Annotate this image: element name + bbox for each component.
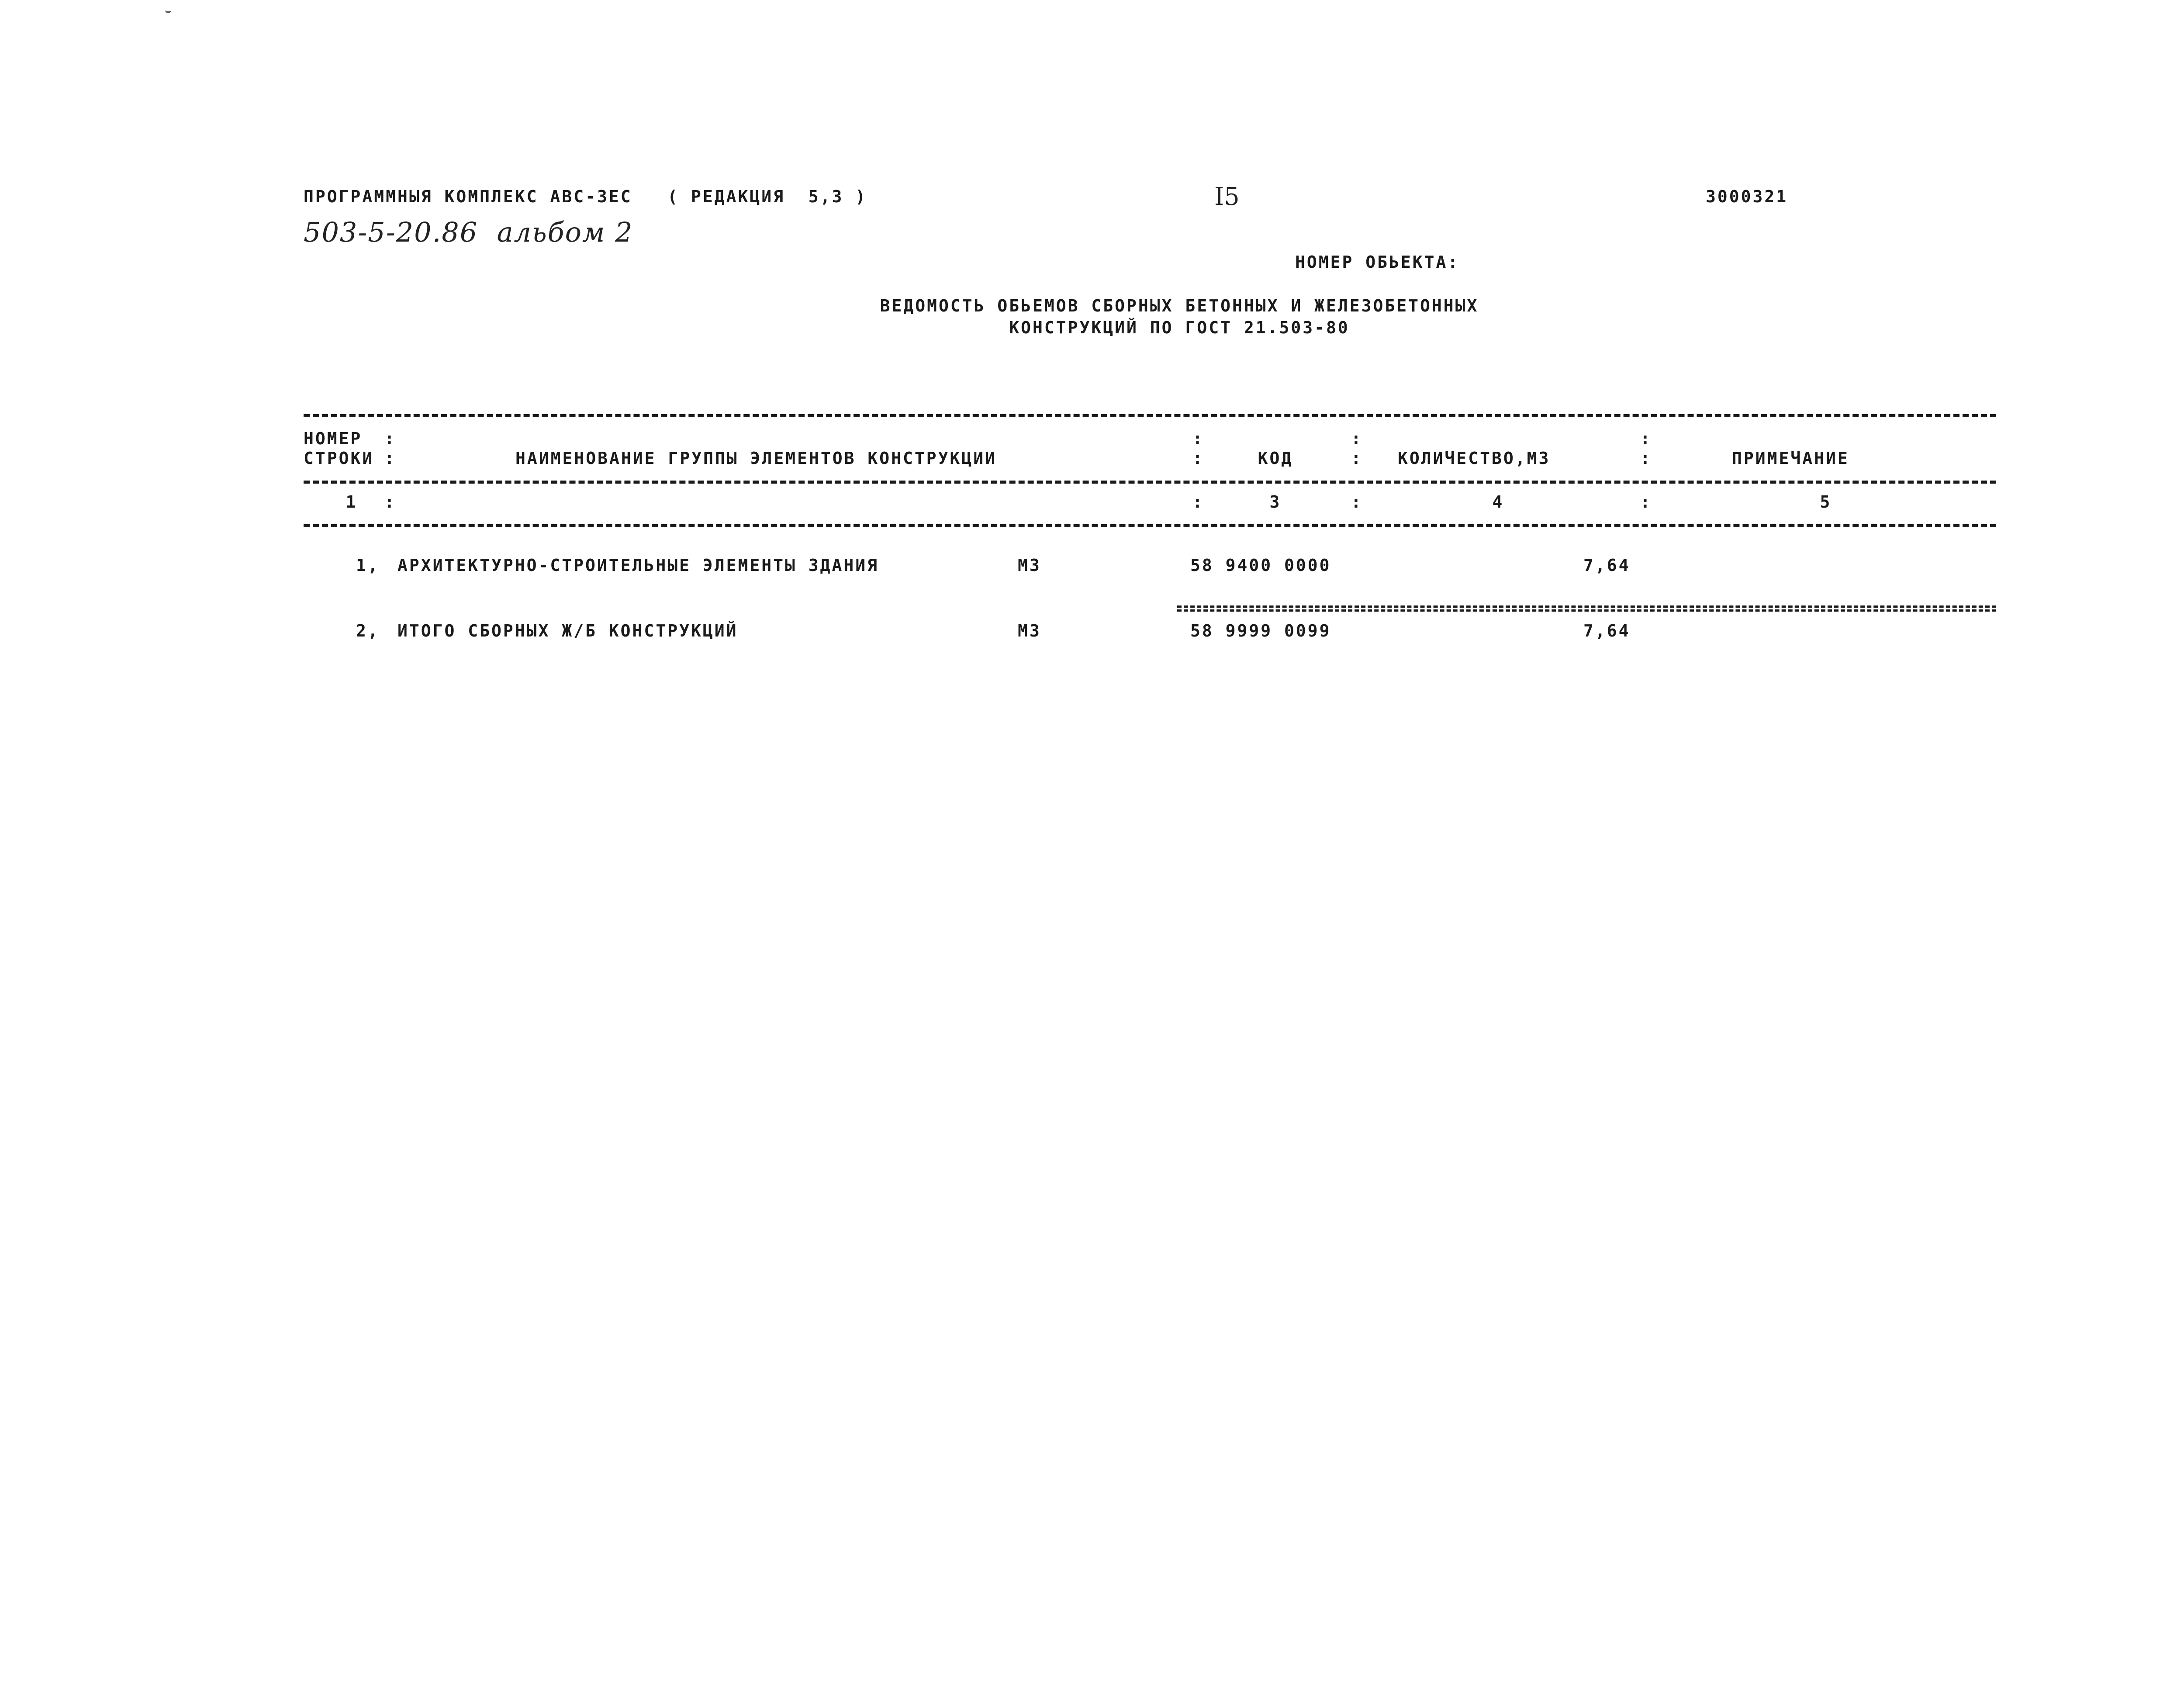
table-top-rule	[304, 414, 1996, 417]
column-separator: :	[384, 449, 394, 468]
row-unit: М3	[1018, 621, 1041, 640]
row-name: ИТОГО СБОРНЫХ Ж/Б КОНСТРУКЦИЙ	[397, 621, 738, 640]
column-number: 4	[1492, 492, 1504, 512]
total-double-rule	[1177, 605, 1996, 612]
header-name: НАИМЕНОВАНИЕ ГРУППЫ ЭЛЕМЕНТОВ КОНСТРУКЦИИ	[515, 449, 997, 468]
scan-mark	[165, 8, 171, 13]
row-code: 58 9999 0099	[1190, 621, 1331, 640]
column-separator: :	[384, 429, 394, 448]
column-separator: :	[1351, 492, 1361, 512]
program-header: ПРОГРАММНЫЯ КОМПЛЕКС АВС-ЗЕС ( РЕДАКЦИЯ 5,3 )	[304, 187, 867, 206]
header-row-number-line2: СТРОКИ	[304, 449, 374, 468]
column-separator: :	[1640, 449, 1650, 468]
header-code: КОД	[1258, 449, 1293, 468]
header-note: ПРИМЕЧАНИЕ	[1732, 449, 1849, 468]
column-number: 5	[1820, 492, 1832, 512]
column-separator: :	[1192, 492, 1203, 512]
column-number: 3	[1269, 492, 1282, 512]
row-quantity: 7,64	[1583, 556, 1631, 575]
row-name: АРХИТЕКТУРНО-СТРОИТЕЛЬНЫЕ ЭЛЕМЕНТЫ ЗДАНИЯ	[397, 556, 879, 575]
column-number-rule	[304, 524, 1996, 527]
row-unit: М3	[1018, 556, 1041, 575]
column-separator: :	[1192, 449, 1203, 468]
document-title-line1: ВЕДОМОСТЬ ОБЬЕМОВ СБОРНЫХ БЕТОННЫХ И ЖЕЛЕЗОБЕТОННЫХ	[880, 296, 1479, 315]
row-quantity: 7,64	[1583, 621, 1631, 640]
column-separator: :	[1192, 429, 1203, 448]
row-number: 1,	[356, 556, 380, 575]
column-separator: :	[1351, 449, 1361, 468]
row-code: 58 9400 0000	[1190, 556, 1331, 575]
handwritten-album-note: 503-5-20.86 альбом 2	[304, 216, 633, 248]
column-number: 1	[346, 492, 358, 512]
column-separator: :	[384, 492, 394, 512]
document-title-line2: КОНСТРУКЦИЙ ПО ГОСТ 21.503-80	[1009, 318, 1350, 337]
header-quantity: КОЛИЧЕСТВО,М3	[1398, 449, 1551, 468]
column-separator: :	[1351, 429, 1361, 448]
page-number: I5	[1214, 183, 1240, 211]
header-rule	[304, 481, 1996, 484]
row-number: 2,	[356, 621, 380, 640]
column-separator: :	[1640, 429, 1650, 448]
header-row-number-line1: НОМЕР	[304, 429, 363, 448]
column-separator: :	[1640, 492, 1650, 512]
object-number-label: НОМЕР ОБЬЕКТА:	[1295, 253, 1460, 272]
document-code: 3000321	[1706, 187, 1788, 206]
